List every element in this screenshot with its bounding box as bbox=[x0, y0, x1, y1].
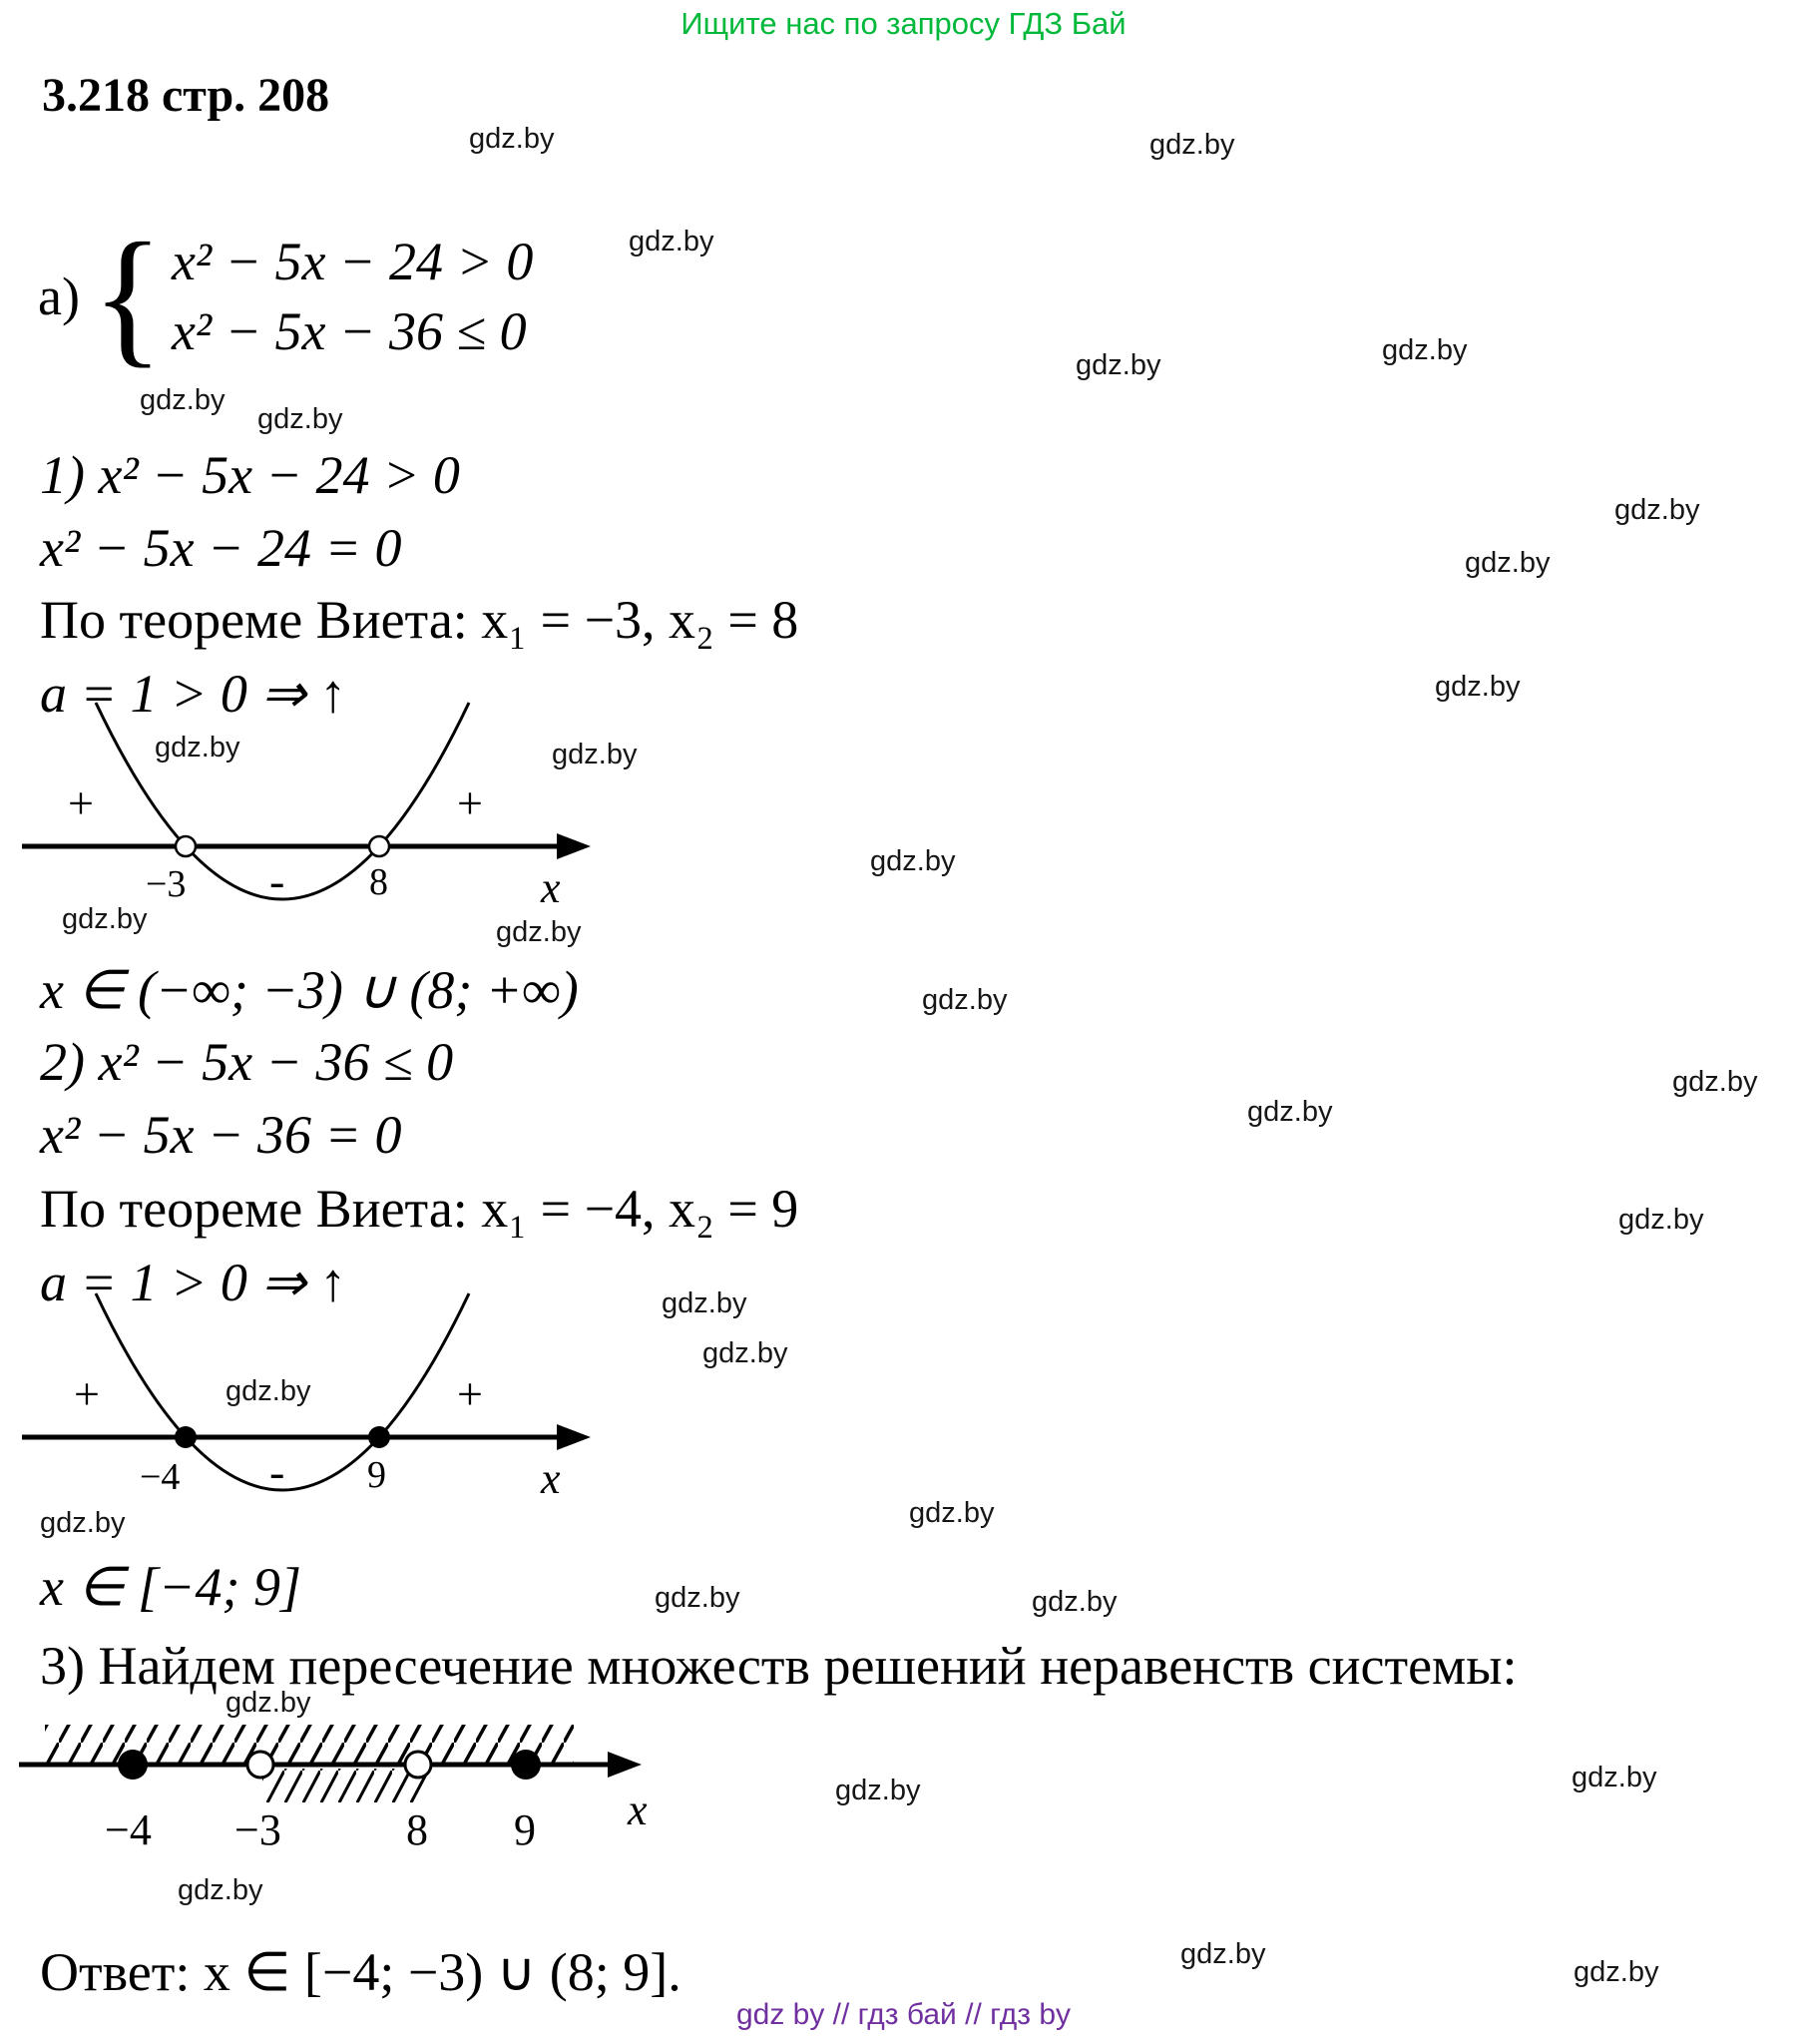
system-lines bbox=[172, 231, 533, 362]
filled-root-right bbox=[368, 1426, 390, 1448]
intersection-number-line bbox=[15, 1703, 674, 1892]
system-brace: { bbox=[91, 212, 164, 381]
watermark: gdz.by bbox=[1572, 1762, 1657, 1793]
watermark: gdz.by bbox=[1180, 1938, 1266, 1970]
watermark: gdz.by bbox=[1618, 1204, 1704, 1236]
step1-equation: x² − 5x − 24 = 0 bbox=[40, 518, 402, 578]
step1-vieta: По теореме Виета: x₁ = −3, x₂ = 8 bbox=[40, 590, 799, 650]
axis-x-label: x bbox=[541, 1454, 561, 1503]
watermark: gdz.by bbox=[702, 1337, 788, 1369]
part-label: а) bbox=[38, 266, 80, 326]
watermark: gdz.by bbox=[1614, 494, 1700, 526]
axis-arrow bbox=[608, 1752, 642, 1778]
system-line-1: x² − 5x − 24 > 0 bbox=[171, 232, 534, 291]
step2-coefficient: a = 1 > 0 ⇒ ↑ bbox=[40, 1253, 347, 1312]
plus-sign-right: + bbox=[457, 777, 483, 828]
site-footer: gdz by // гдз бай // гдз by bbox=[735, 1998, 1072, 2031]
root-label-right: 8 bbox=[369, 861, 388, 903]
inequality-system bbox=[38, 212, 534, 381]
watermark: gdz.by bbox=[1076, 349, 1161, 381]
watermark: gdz.by bbox=[629, 226, 714, 257]
watermark: gdz.by bbox=[469, 123, 555, 155]
exercise-heading: 3.218 стр. 208 bbox=[42, 69, 330, 122]
watermark: gdz.by bbox=[1465, 547, 1551, 579]
watermark: gdz.by bbox=[909, 1497, 995, 1529]
minus-sign: - bbox=[269, 1446, 285, 1497]
root-label-left: −4 bbox=[140, 1456, 181, 1498]
watermark: gdz.by bbox=[178, 1874, 263, 1906]
watermark: gdz.by bbox=[155, 732, 240, 764]
watermark: gdz.by bbox=[1435, 671, 1521, 703]
step2-solution: x ∈ [−4; 9] bbox=[40, 1557, 301, 1617]
watermark: gdz.by bbox=[226, 1375, 311, 1407]
watermark: gdz.by bbox=[1149, 129, 1235, 161]
point-label-8: 8 bbox=[406, 1805, 428, 1854]
watermark: gdz.by bbox=[655, 1582, 740, 1614]
plus-sign-right: + bbox=[457, 1368, 483, 1419]
filled-point-minus4 bbox=[118, 1750, 148, 1780]
answer-line: Ответ: x ∈ [−4; −3) ∪ (8; 9]. bbox=[40, 1942, 681, 2002]
sign-diagram-1 bbox=[18, 697, 597, 941]
filled-point-9 bbox=[511, 1750, 541, 1780]
point-label-minus4: −4 bbox=[105, 1805, 152, 1854]
watermark: gdz.by bbox=[40, 1507, 126, 1539]
system-line-2: x² − 5x − 36 ≤ 0 bbox=[171, 301, 527, 361]
watermark: gdz.by bbox=[922, 984, 1008, 1016]
sign-diagram-2 bbox=[18, 1287, 597, 1532]
site-banner: Ищите нас по запросу ГДЗ Бай bbox=[680, 6, 1127, 41]
watermark: gdz.by bbox=[835, 1775, 921, 1806]
open-root-right bbox=[369, 836, 389, 856]
step3-title: 3) Найдем пересечение множеств решений неравенств системы: bbox=[40, 1636, 1518, 1696]
axis-x-label: x bbox=[541, 863, 561, 912]
watermark: gdz.by bbox=[1247, 1096, 1333, 1128]
point-label-minus3: −3 bbox=[234, 1805, 281, 1854]
watermark: gdz.by bbox=[257, 403, 343, 435]
watermark: gdz.by bbox=[552, 739, 638, 770]
step2-vieta: По теореме Виета: x₁ = −4, x₂ = 9 bbox=[40, 1179, 799, 1239]
open-point-8 bbox=[405, 1752, 431, 1778]
minus-sign: - bbox=[269, 855, 285, 906]
watermark: gdz.by bbox=[870, 845, 956, 877]
axis-arrow bbox=[557, 1424, 591, 1450]
watermark: gdz.by bbox=[1382, 334, 1468, 366]
root-label-right: 9 bbox=[367, 1454, 386, 1496]
watermark: gdz.by bbox=[1672, 1066, 1758, 1098]
watermark: gdz.by bbox=[662, 1287, 747, 1319]
plus-sign-left: + bbox=[74, 1368, 100, 1419]
axis-x-label: x bbox=[628, 1786, 648, 1834]
watermark: gdz.by bbox=[1574, 1956, 1659, 1988]
step1-solution: x ∈ (−∞; −3) ∪ (8; +∞) bbox=[40, 960, 579, 1020]
plus-sign-left: + bbox=[68, 777, 94, 828]
watermark: gdz.by bbox=[1032, 1586, 1118, 1618]
watermark: gdz.by bbox=[226, 1687, 311, 1719]
axis-arrow bbox=[557, 833, 591, 859]
watermark: gdz.by bbox=[496, 916, 582, 948]
filled-root-left bbox=[175, 1426, 197, 1448]
step2-title: 2) x² − 5x − 36 ≤ 0 bbox=[40, 1032, 454, 1092]
open-root-left bbox=[176, 836, 196, 856]
step1-coefficient: a = 1 > 0 ⇒ ↑ bbox=[40, 664, 347, 724]
step2-equation: x² − 5x − 36 = 0 bbox=[40, 1105, 402, 1165]
watermark: gdz.by bbox=[140, 384, 226, 416]
hatch-region-bottom bbox=[262, 1769, 427, 1802]
step1-title: 1) x² − 5x − 24 > 0 bbox=[40, 445, 460, 505]
open-point-minus3 bbox=[247, 1752, 273, 1778]
watermark: gdz.by bbox=[62, 903, 148, 935]
root-label-left: −3 bbox=[146, 863, 187, 905]
point-label-9: 9 bbox=[514, 1805, 536, 1854]
